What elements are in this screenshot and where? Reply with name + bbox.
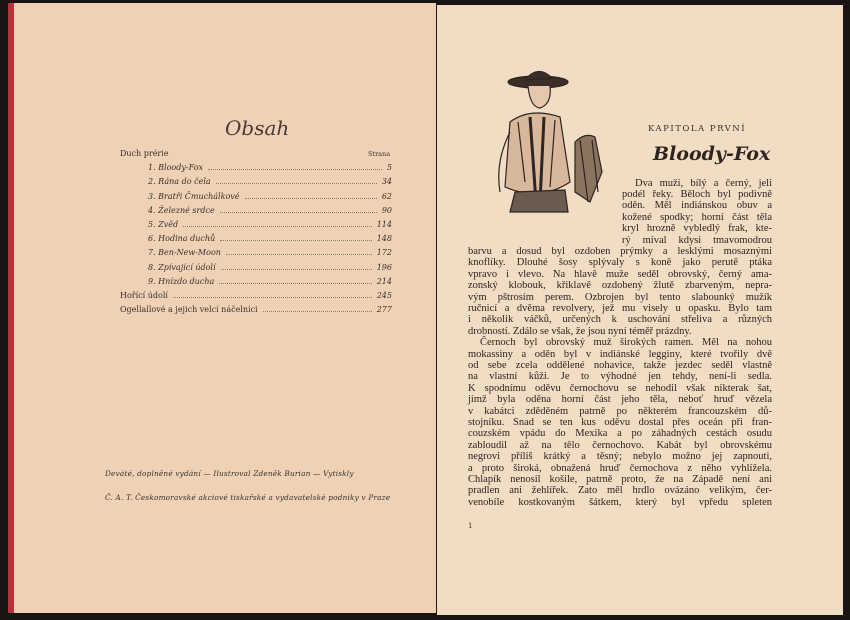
text-line: K spodnímu oděvu černochovu se nehodil však nikterak šat, — [468, 382, 772, 394]
leader-dots — [263, 311, 372, 312]
toc-entry-label: Ogellallové a jejich velcí náčelníci — [120, 305, 261, 314]
toc-entry-label: 6. Hodina duchů — [148, 234, 218, 243]
toc-entry-page: 148 — [376, 234, 392, 244]
toc-entry-page: 277 — [376, 305, 392, 315]
toc-entry-label: 2. Rána do čela — [148, 177, 214, 186]
toc-entry-page: 90 — [381, 205, 392, 215]
toc-entry-label: 7. Ben-New-Moon — [148, 248, 224, 257]
colophon-line: Č. A. T. Českomoravské akciové tiskařské a vydavatelské podniky v Praze — [105, 493, 391, 502]
text-line: pradlen ani žehlířek. Zato měl hrdlo ovázáno velikým, čer- — [468, 485, 772, 497]
chapter-title: Bloody-Fox — [653, 143, 771, 165]
toc-entry — [120, 291, 392, 300]
text-line: i několik váčků, určených k uschování střeliva a různých — [468, 314, 772, 326]
toc-entry-page: 62 — [381, 191, 392, 201]
text-line: oděn. Měl indiánskou obuv a — [622, 200, 772, 212]
text-line: v kabátci zděděném patrně po některém francouzském dů- — [468, 405, 772, 417]
toc-entry-label: 4. Železné srdce — [148, 206, 218, 215]
toc-entry — [120, 305, 392, 314]
text-line: Chlapík nenosil košile, patrně proto, že na Západě není ani — [468, 473, 772, 485]
horseman-illustration — [470, 62, 610, 232]
leader-dots — [216, 183, 377, 184]
toc-entry-label: 3. Bratři Čmuchálkové — [148, 192, 243, 201]
page-column-header: Strana — [368, 150, 391, 158]
toc-entry — [148, 277, 392, 286]
toc-entry — [148, 177, 392, 186]
toc-entry-page: 34 — [381, 177, 392, 187]
text-line: zabloudil až na tělo černochovo. Kabát byl obrovskému — [468, 439, 772, 451]
toc-entry — [148, 206, 392, 215]
toc-entry — [148, 263, 392, 272]
text-line: kožené spodky; horní část těla — [622, 211, 772, 223]
text-line: barvu a dosud byl ozdoben prýmky a lesklými mosaznými — [468, 245, 772, 257]
page-number: 1 — [468, 522, 473, 530]
text-line: couzském vpádu do Mexika a po záhadných cestách osudu — [468, 428, 772, 440]
text-line: vým pštrosím perem. Ozbrojen byl tento slabounký mužík — [468, 291, 772, 303]
toc-entry-page: 245 — [376, 291, 392, 300]
text-line: vpravo i vlevo. Na hlavě muže seděl obrovský, černý ama- — [468, 268, 772, 280]
toc-entry-label: 9. Hnízdo ducha — [148, 277, 217, 286]
toc-entry-page: 5 — [386, 163, 392, 173]
text-line: podél řeky. Běloch byl podivně — [622, 188, 772, 200]
colophon-line: Deváté, doplněné vydání — Ilustroval Zdeněk Burian — Vytiskly — [105, 469, 354, 478]
toc-entry-label: 1. Bloody-Fox — [148, 163, 206, 172]
text-line: drobností. Zdálo se však, že jsou nyní téměř prázdny. — [468, 325, 692, 337]
toc-entry-label: 5. Zvěd — [148, 220, 181, 229]
text-line: na vlastní kůži. Je to výhodné jen tehdy, není-li sedla. — [468, 371, 772, 383]
toc-entry — [148, 234, 392, 243]
leader-dots — [245, 198, 377, 199]
text-line: Dva muži, bílý a černý, jeli — [635, 177, 772, 189]
toc-entry-label: 8. Zpívající údolí — [148, 263, 219, 272]
leader-dots — [226, 254, 372, 255]
text-line: rý míval kdysi tmavomodrou — [622, 234, 772, 246]
text-line: knoflíky. Dlouhé šosy splývaly s koně jako perutě ptáka — [468, 257, 772, 269]
leader-dots — [221, 269, 372, 270]
toc-entry-page: 214 — [376, 276, 392, 286]
toc-entry — [148, 220, 392, 229]
leader-dots — [173, 297, 372, 298]
text-line: stojníku. Snad se ten kus oděvu dostal přes oceán při fran- — [468, 416, 772, 428]
toc-entry-page: 114 — [376, 220, 392, 229]
text-line: zonský klobouk, křiklavě ozdobený žlutě zbarveným, nepra- — [468, 280, 772, 292]
text-line: kryl hrozně vybledlý frak, kte- — [622, 223, 772, 235]
toc-entry — [120, 149, 392, 158]
leader-dots — [219, 283, 371, 284]
text-line: jímž byla oděna horní část jeho těla, neboť hruď vězela — [468, 394, 772, 406]
leader-dots — [220, 212, 377, 213]
text-line: od sebe zcela oddělené nohavice, takže jezdec seděl vlastně — [468, 359, 772, 371]
text-line: Černoch byl obrovský muž širokých ramen. Měl na nohou — [480, 337, 772, 349]
text-line: mokassiny a oděn byl v indiánské legginy, které tvořily dvě — [468, 348, 772, 360]
text-line: venobíle kostkovaným šátkem, který byl vpředu spleten — [468, 496, 772, 508]
text-line: a proto široká, obnažená hruď černochova z něho vyhlížela. — [468, 462, 772, 474]
toc-entry — [148, 192, 392, 201]
toc-entry — [148, 248, 392, 257]
toc-entry-label: Duch prérie — [120, 149, 172, 158]
toc-entry-page: 196 — [376, 262, 392, 272]
text-line: ručnicí a dvěma revolvery, jež mu visely u opasku. Bylo tam — [468, 302, 772, 314]
leader-dots — [208, 169, 382, 170]
chapter-label: KAPITOLA PRVNÍ — [648, 124, 747, 134]
leader-dots — [220, 240, 372, 241]
text-line: negrovi příliš krátký a těsný; nebylo možno jej zapnouti, — [468, 451, 772, 463]
leader-dots — [183, 226, 372, 227]
toc-entry-page: 172 — [376, 248, 392, 258]
toc-entry-label: Hořící údolí — [120, 291, 171, 300]
toc-entry — [148, 163, 392, 172]
toc-title: Obsah — [225, 116, 290, 140]
